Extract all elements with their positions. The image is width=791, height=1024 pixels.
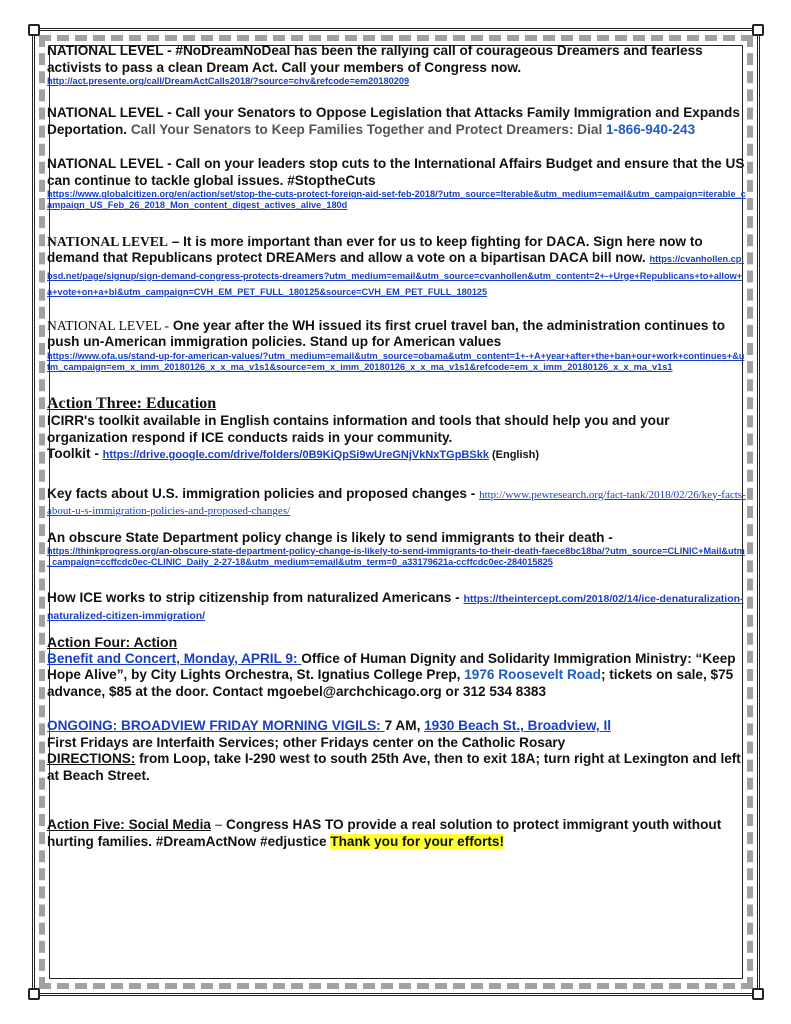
item-emphasis: Stand up for American values [309, 334, 502, 350]
item-text: It is more important than ever for us to keep fighting for DACA. Sign here now to demand that Republicans protect DREAMers and allow a vote on a bipartisan DACA bill now. [47, 233, 703, 266]
vigil-title-link[interactable]: ONGOING: BROADVIEW FRIDAY MORNING VIGILS: [47, 718, 385, 734]
ice-citizenship-item [47, 590, 747, 623]
action-three-heading: Action Three: Education [47, 395, 217, 413]
item-dash: – [168, 233, 184, 249]
benefit-concert-item [47, 651, 747, 701]
item-text: NATIONAL LEVEL - Call on your leaders stop cuts to the International Affairs Budget and ensure that the US can continue to tackle global issues. #StoptheCuts [47, 156, 745, 188]
toolkit-line [47, 446, 747, 464]
thank-you-note: Thank you for your efforts! [330, 833, 504, 849]
social-media-text: Congress HAS TO provide a real solution to protect immigrant youth without hurting families. #DreamActNow #edjustice [47, 817, 722, 849]
action-five-heading: Action Five: Social Media [47, 817, 211, 833]
national-item-stop-cuts [47, 156, 747, 189]
item-text: NATIONAL LEVEL - Call your Senators to Oppose Legislation that Attacks Family Immigration and Expands Deportation. [47, 105, 740, 137]
document-body [47, 43, 747, 850]
vigil-directions [47, 751, 747, 784]
daca-petition-link[interactable]: https://cvanhollen.cp.bsd.net/page/signup/sign-demand-congress-protects-dreamers?utm_medium=email&utm_source=cvanhollen&utm_content=2+-+Urge+Republicans+to+allow+a+vote+on+a+bi&utm_campaign=CVH_EM_PET_FULL_180125&source=CVH_EM_PET_FULL_180125 [47, 254, 744, 298]
event-description: Office of Human Dignity and Solidarity Immigration Ministry: “Keep Hope Alive”, by City Lights Orchestra, St. Ignatius College Prep, [47, 650, 736, 683]
pew-research-link[interactable]: http://www.pewresearch.org/fact-tank/2018/02/26/key-facts-about-u-s-immigration-policies-and-proposed-changes/ [47, 488, 746, 518]
event-title-link[interactable]: Benefit and Concert, Monday, APRIL 9: [47, 650, 302, 666]
national-item-daca [47, 234, 747, 300]
item-text: An obscure State Department policy change is likely to send immigrants to their death - [47, 529, 613, 545]
national-item-family-immigration [47, 105, 747, 138]
corner-ornament [752, 988, 764, 1000]
item-dash: – [210, 817, 227, 833]
ofa-values-link[interactable]: https://www.ofa.us/stand-up-for-american-values/?utm_medium=email&utm_source=obama&utm_content=1+-+A+year+after+the+ban+our+work+continues+&utm_campaign=em_x_imm_20180126_x_x_ma_v1s1&source=em_x_imm_20180126_x_x_ma_v1s1&refcode=em_x_imm_20180126_x_x_ma_v1s1 [47, 350, 745, 372]
intercept-link[interactable]: https://theintercept.com/2018/02/14/ice-denaturalization-naturalized-citizen-immigration/ [47, 593, 744, 622]
phone-number[interactable]: 1-866-940-243 [606, 121, 696, 137]
corner-ornament [28, 24, 40, 36]
item-subtext: Call Your Senators to Keep Families Together and Protect Dreamers: Dial [127, 121, 606, 137]
action-four-heading: Action Four: Action [47, 634, 178, 651]
social-media-item [47, 817, 747, 850]
event-address[interactable]: 1976 Roosevelt Road [464, 667, 601, 683]
corner-ornament [28, 988, 40, 1000]
corner-ornament [752, 24, 764, 36]
item-label: NATIONAL LEVEL - [47, 317, 170, 333]
directions-text: from Loop, take I-290 west to south 25th Ave, then to exit 18A; turn right at Lexington and left at Beach Street. [47, 751, 741, 783]
vigil-description: First Fridays are Interfaith Services; other Fridays center on the Catholic Rosary [47, 734, 566, 750]
dream-act-call-link[interactable]: http://act.presente.org/call/DreamActCalls2018/?source=chv&refcode=em20180209 [47, 76, 410, 86]
item-label: NATIONAL LEVEL [47, 233, 168, 249]
national-item-travel-ban [47, 318, 747, 351]
icirr-toolkit-intro: ICIRR's toolkit available in English contains information and tools that should help you and your organization respond if ICE conducts raids in your community. [47, 413, 670, 445]
toolkit-label: Toolkit - [47, 446, 103, 462]
item-text: How ICE works to strip citizenship from naturalized Americans - [47, 590, 464, 606]
vigil-address-link[interactable]: 1930 Beach St., Broadview, Il [424, 718, 611, 734]
broadview-vigils-item [47, 718, 747, 735]
national-item-dream-act [47, 43, 747, 76]
item-text: NATIONAL LEVEL - #NoDreamNoDeal has been the rallying call of courageous Dreamers and fearless activists to pass a clean Dream Act. Call your members of Congress now. [47, 43, 703, 75]
vigil-time: 7 AM, [384, 718, 425, 734]
directions-label: DIRECTIONS: [47, 751, 136, 767]
event-details: ; tickets on sale, $75 advance, $85 at the door. Contact mgoebel@archchicago.org or 312 534 8383 [47, 667, 734, 699]
toolkit-link[interactable]: https://drive.google.com/drive/folders/0B9KiQpSi9wUreGNjVkNxTGpBSkk [102, 449, 489, 462]
state-dept-item [47, 530, 747, 547]
pew-facts-item [47, 486, 747, 519]
item-text: Key facts about U.S. immigration policies and proposed changes - [47, 485, 480, 501]
item-text: One year after the WH issued its first cruel travel ban, the administration continues to push un-American immigration policies. [47, 317, 726, 350]
toolkit-language: (English) [488, 449, 540, 462]
global-citizen-link[interactable]: https://www.globalcitizen.org/en/action/set/stop-the-cuts-protect-foreign-aid-set-feb-2018/?utm_source=Iterable&utm_medium=email&utm_campaign=iterable_campaign_US_Feb_26_2018_Mon_content_digest_actives_alive_180d [47, 189, 746, 211]
thinkprogress-link[interactable]: https://thinkprogress.org/an-obscure-state-department-policy-change-is-likely-to-send-immigrants-to-their-death-faece8bc18ba/?utm_source=CLINIC+Mail&utm_campaign=ccffcdc0ec-CLINIC_Daily_2-27-18&utm_medium=email&utm_term=0_a33179621a-ccffcdc0ec-284015825 [47, 546, 745, 568]
